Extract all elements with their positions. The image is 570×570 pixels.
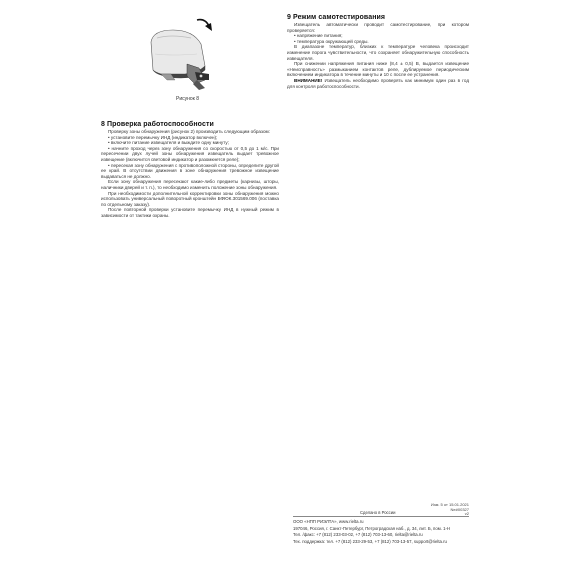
section-8-title: 8 Проверка работоспособности — [101, 121, 214, 128]
section-9-list-item: • напряжение питания; — [294, 33, 343, 39]
warning-text: Извещатель необходимо проверять как минимум один раз в год для контроля работоспособности. — [287, 77, 469, 89]
section-8-list-item: • начните проход через зону обнаружения со скоростью от 0,5 до 1 м/с. При пересечении двух лучей зоны обнаружения извещатель выдает тревожное извещение (включится световой индикатор и разомкнется реле); — [101, 145, 279, 162]
company-address: 197046, Россия, г. Санкт-Петербург, Петроградская наб., д. 34, лит. Б, пом. 1-Н — [293, 525, 451, 531]
figure-caption: Рисунок 8 — [176, 96, 200, 102]
revision-info — [400, 503, 469, 517]
section-8-list-item: • установите перемычку ИНД (индикатор включен); — [108, 134, 218, 140]
made-in-russia: Сделано в России — [360, 510, 396, 515]
revision-line: Ne#00327 — [450, 506, 469, 512]
figure-8 — [101, 14, 279, 106]
section-9-para: В диапазоне температур, близких к температуре человека происходит изменение порога чувствительности, что сохраняет обнаружительную способность извещателя. — [287, 44, 469, 61]
section-8-para: Если зону обнаружения пересекают какие-либо предметы (карнизы, шторы, наличники дверей и т. п.), то необходимо изменить положение зоны обнаружения. — [101, 179, 279, 190]
company-contacts — [293, 519, 471, 545]
section-8-list-item: • включите питание извещателя и выждите одну минуту; — [108, 140, 229, 146]
section-8-para: После повторной проверки установите перемычку ИНД в нужный режим в зависимости от тактики охраны. — [101, 207, 279, 218]
right-column — [287, 14, 469, 89]
company-name: ООО «НПП РИЭЛТА», www.rielta.ru — [293, 519, 364, 524]
detector-drawing — [101, 14, 279, 98]
section-9-title: 9 Режим самотестирования — [287, 14, 386, 21]
revision-line: Изм. 5 от 15.01.2021 — [430, 502, 469, 507]
company-phone: Тел. /факс: +7 (812) 233-03-02, +7 (812) 703-13-60, rielta@rielta.ru — [293, 532, 423, 538]
section-8-para: Проверку зоны обнаружения (рисунок 2) производить следующим образом: — [108, 129, 270, 134]
section-8-para: При необходимости дополнительной корректировки зоны обнаружения можно использовать универсальный поворотный кронштейн БФЮК.301569.006 (поставка по отдельному заказу). — [101, 190, 279, 207]
section-9-para: При снижении напряжения питания ниже (8,4 ± 0,5) В, выдается извещение «Неисправность» размыканием контактов реле, дублируемое периодическим включением индикатора в течение минуты и 10 с после ее устранения. — [287, 61, 469, 78]
section-8 — [101, 121, 279, 219]
section-9-list-item: • температура окружающей среды. — [294, 38, 369, 44]
section-8-list-item: • пересекая зону обнаружения с противоположной стороны, определите другой ее край. В отсутствии движения в зоне обнаружения тревожное извещение выдаваться не должно. — [101, 162, 279, 179]
footer-divider — [293, 516, 469, 517]
warning-label: ВНИМАНИЕ! — [294, 77, 323, 83]
warning-paragraph — [287, 78, 469, 89]
revision-line: v2 — [464, 511, 469, 517]
section-9-para: Извещатель автоматически проводит самотестирование, при котором проверяется: — [287, 22, 469, 33]
left-column — [101, 14, 279, 219]
support-phone: Тех. поддержка: тел. +7 (812) 233-29-53, +7 (812) 703-13-57, support@rielta.ru — [293, 538, 447, 544]
